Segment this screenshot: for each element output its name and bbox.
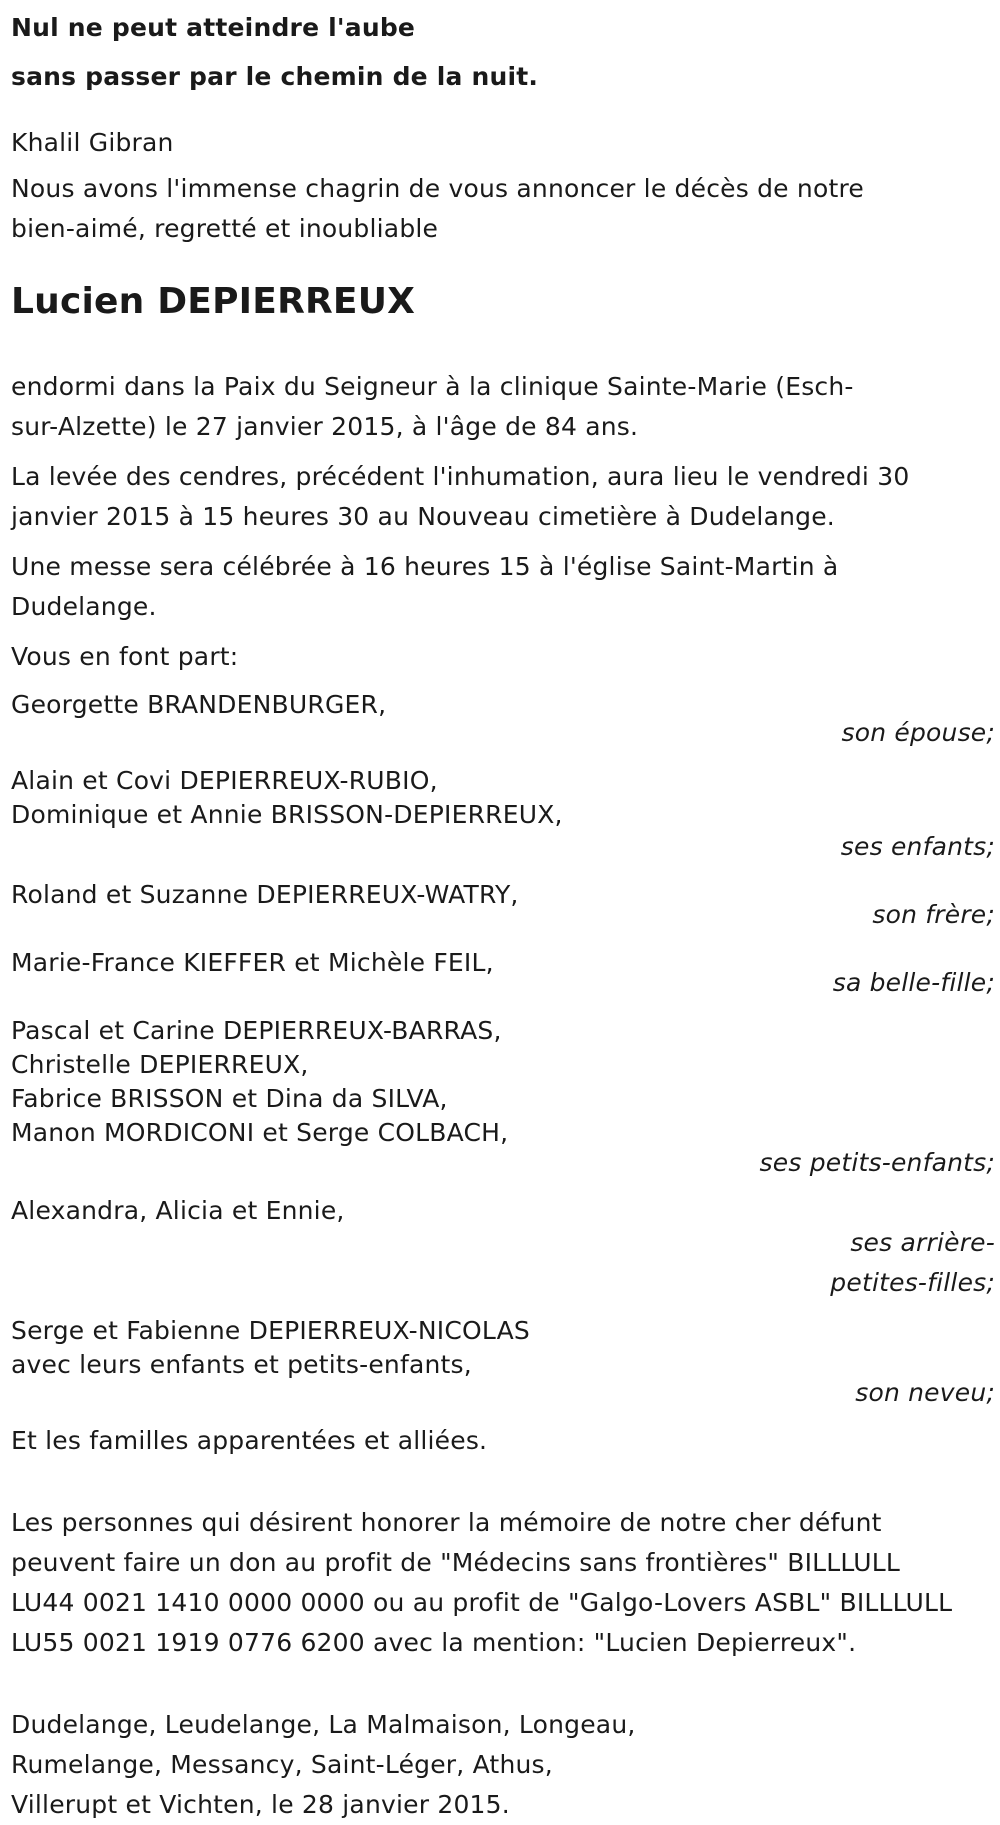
family-name: Pascal et Carine DEPIERREUX-BARRAS, bbox=[11, 1016, 502, 1045]
family-group bbox=[11, 685, 995, 753]
family-name: Alain et Covi DEPIERREUX-RUBIO, bbox=[11, 766, 438, 795]
place-line: Villerupt et Vichten, le 28 janvier 2015. bbox=[11, 1790, 510, 1819]
family-relation: ses enfants; bbox=[840, 832, 995, 861]
mass-line-2: Dudelange. bbox=[11, 592, 157, 621]
quote-line-1: Nul ne peut atteindre l'aube bbox=[11, 13, 416, 42]
family-list bbox=[11, 685, 995, 1461]
donation-line: Les personnes qui désirent honorer la mémoire de notre cher défunt bbox=[11, 1508, 882, 1537]
family-group bbox=[11, 875, 995, 935]
announcers-intro: Vous en font part: bbox=[11, 642, 239, 671]
family-name: avec leurs enfants et petits-enfants, bbox=[11, 1350, 472, 1379]
family-relation: son épouse; bbox=[841, 718, 995, 747]
place-line: Dudelange, Leudelange, La Malmaison, Longeau, bbox=[11, 1710, 636, 1739]
intro-text bbox=[11, 169, 995, 249]
ashes-line-1: La levée des cendres, précédent l'inhumation, aura lieu le vendredi 30 bbox=[11, 462, 910, 491]
death-line-2: sur-Alzette) le 27 janvier 2015, à l'âge de 84 ans. bbox=[11, 412, 639, 441]
donation-line: peuvent faire un don au profit de "Médecins sans frontières" BILLLULL bbox=[11, 1548, 901, 1577]
quote-author: Khalil Gibran bbox=[11, 128, 174, 157]
family-name: Fabrice BRISSON et Dina da SILVA, bbox=[11, 1084, 448, 1113]
death-paragraph bbox=[11, 367, 995, 447]
family-group bbox=[11, 761, 995, 867]
ashes-paragraph bbox=[11, 457, 995, 537]
family-name: Dominique et Annie BRISSON-DEPIERREUX, bbox=[11, 800, 563, 829]
family-name: Christelle DEPIERREUX, bbox=[11, 1050, 309, 1079]
quote-line-2: sans passer par le chemin de la nuit. bbox=[11, 62, 539, 91]
family-group bbox=[11, 1311, 995, 1413]
family-group bbox=[11, 1011, 995, 1183]
place-line: Rumelange, Messancy, Saint-Léger, Athus, bbox=[11, 1750, 553, 1779]
family-group bbox=[11, 1191, 995, 1303]
announcement-body bbox=[11, 367, 995, 677]
family-name: Serge et Fabienne DEPIERREUX-NICOLAS bbox=[11, 1316, 530, 1345]
family-relation: ses petits-enfants; bbox=[759, 1148, 995, 1177]
family-relation: sa belle-fille; bbox=[832, 968, 995, 997]
obituary-notice bbox=[11, 0, 995, 1825]
family-name: Georgette BRANDENBURGER, bbox=[11, 690, 387, 719]
donation-paragraph bbox=[11, 1503, 995, 1663]
family-name: Marie-France KIEFFER et Michèle FEIL, bbox=[11, 948, 494, 977]
mass-line-1: Une messe sera célébrée à 16 heures 15 à l'église Saint-Martin à bbox=[11, 552, 839, 581]
family-group bbox=[11, 943, 995, 1003]
place-and-date bbox=[11, 1705, 995, 1825]
family-relation: ses arrière-petites-filles; bbox=[830, 1228, 995, 1297]
family-relation: son neveu; bbox=[855, 1378, 995, 1407]
family-name: Roland et Suzanne DEPIERREUX-WATRY, bbox=[11, 880, 519, 909]
death-line-1: endormi dans la Paix du Seigneur à la clinique Sainte-Marie (Esch- bbox=[11, 372, 854, 401]
intro-line-1: Nous avons l'immense chagrin de vous annoncer le décès de notre bbox=[11, 174, 864, 203]
family-name: Manon MORDICONI et Serge COLBACH, bbox=[11, 1118, 509, 1147]
family-name: Alexandra, Alicia et Ennie, bbox=[11, 1196, 345, 1225]
intro-line-2: bien-aimé, regretté et inoubliable bbox=[11, 214, 439, 243]
donation-line: LU55 0021 1919 0776 6200 avec la mention: "Lucien Depierreux". bbox=[11, 1628, 857, 1657]
mass-paragraph bbox=[11, 547, 995, 627]
donation-line: LU44 0021 1410 0000 0000 ou au profit de "Galgo-Lovers ASBL" BILLLULL bbox=[11, 1588, 953, 1617]
family-relation: son frère; bbox=[872, 900, 995, 929]
closing-family: Et les familles apparentées et alliées. bbox=[11, 1426, 488, 1455]
deceased-name: Lucien DEPIERREUX bbox=[11, 281, 416, 322]
ashes-line-2: janvier 2015 à 15 heures 30 au Nouveau cimetière à Dudelange. bbox=[11, 502, 835, 531]
